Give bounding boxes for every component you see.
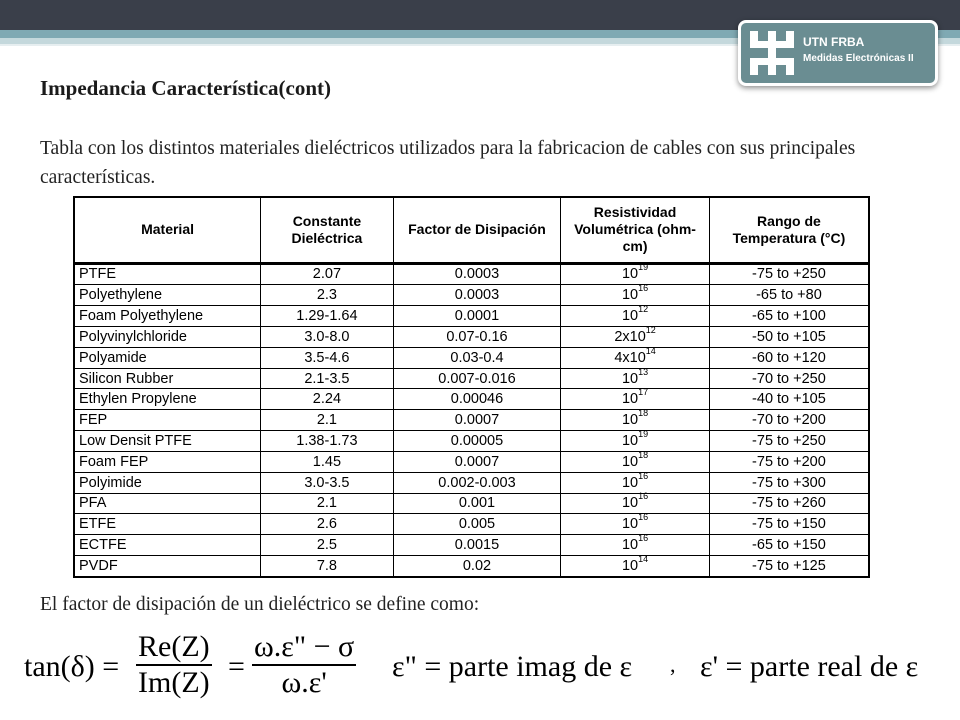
material-cell: PTFE (74, 263, 261, 285)
resistivity-exponent: 16 (638, 470, 649, 481)
temperature-cell: -50 to +105 (709, 327, 869, 348)
formula-def-imag: ε" = parte imag de ε (392, 650, 633, 683)
table-row (74, 347, 869, 368)
dielectric-cell: 2.1-3.5 (261, 368, 394, 389)
resistivity-cell (561, 535, 710, 556)
resistivity-base: 10 (621, 557, 639, 574)
resistivity-exponent: 12 (638, 304, 649, 315)
resistivity-base: 2x10 (614, 328, 646, 345)
table-row (74, 263, 869, 285)
dielectric-cell: 1.38-1.73 (261, 431, 394, 452)
material-cell: Polyimide (74, 472, 261, 493)
col-header-resistivity: Resistividad Volumétrica (ohm-cm) (561, 197, 710, 263)
dissipation-cell: 0.0015 (393, 535, 560, 556)
resistivity-cell (561, 431, 710, 452)
resistivity-base: 10 (621, 266, 639, 283)
temperature-cell: -75 to +260 (709, 493, 869, 514)
table-row (74, 472, 869, 493)
closing-text: El factor de disipación de un dieléctrico se define como: (40, 594, 480, 615)
dissipation-cell: 0.002-0.003 (393, 472, 560, 493)
dielectric-cell: 1.29-1.64 (261, 306, 394, 327)
dissipation-formula (24, 626, 944, 710)
temperature-cell: -75 to +150 (709, 514, 869, 535)
dissipation-cell: 0.02 (393, 555, 560, 577)
resistivity-cell (561, 324, 710, 348)
dissipation-cell: 0.0007 (393, 451, 560, 472)
resistivity-cell (561, 514, 710, 535)
temperature-cell: -75 to +125 (709, 555, 869, 577)
materials-table (73, 196, 870, 578)
resistivity-base: 10 (621, 453, 639, 470)
table-row (74, 389, 869, 410)
table-body (74, 263, 869, 577)
resistivity-base: 10 (621, 537, 639, 554)
resistivity-exponent: 16 (638, 283, 649, 294)
resistivity-exponent: 18 (638, 449, 649, 460)
resistivity-cell (561, 368, 710, 389)
dissipation-cell: 0.007-0.016 (393, 368, 560, 389)
formula-fraction-epsilon (252, 630, 356, 700)
resistivity-cell (561, 389, 710, 410)
temperature-cell: -70 to +200 (709, 410, 869, 431)
formula-frac1-numerator: Re(Z) (138, 630, 210, 663)
resistivity-cell (561, 347, 710, 368)
dissipation-cell: 0.00005 (393, 431, 560, 452)
dielectric-cell: 2.24 (261, 389, 394, 410)
col-header-material: Material (74, 197, 261, 263)
table-row (74, 431, 869, 452)
resistivity-cell (561, 285, 710, 306)
formula-frac1-denominator: Im(Z) (138, 666, 210, 699)
temperature-cell: -70 to +250 (709, 368, 869, 389)
resistivity-exponent: 16 (638, 533, 649, 544)
dissipation-cell: 0.0003 (393, 263, 560, 285)
table-row (74, 514, 869, 535)
resistivity-exponent: 14 (638, 553, 649, 564)
material-cell: Polyvinylchloride (74, 327, 261, 348)
formula-equals: = (228, 650, 245, 683)
resistivity-exponent: 13 (638, 366, 649, 377)
table-row (74, 306, 869, 327)
resistivity-cell (561, 306, 710, 327)
temperature-cell: -75 to +200 (709, 451, 869, 472)
material-cell: Polyamide (74, 347, 261, 368)
material-cell: Silicon Rubber (74, 368, 261, 389)
resistivity-cell (561, 263, 710, 285)
utn-logo-badge (738, 20, 938, 86)
resistivity-base: 10 (621, 287, 639, 304)
col-header-dielectric: Constante Dieléctrica (261, 197, 394, 263)
resistivity-base: 10 (621, 474, 639, 491)
temperature-cell: -60 to +120 (709, 347, 869, 368)
table-row (74, 410, 869, 431)
dielectric-cell: 2.6 (261, 514, 394, 535)
dielectric-cell: 3.0-8.0 (261, 327, 394, 348)
table-header-row (74, 197, 869, 263)
resistivity-base: 10 (621, 516, 639, 533)
resistivity-exponent: 18 (638, 408, 649, 419)
resistivity-exponent: 16 (638, 512, 649, 523)
formula-fraction-re-im (136, 630, 212, 700)
temperature-cell: -75 to +250 (709, 263, 869, 285)
resistivity-cell (561, 472, 710, 493)
resistivity-base: 4x10 (614, 349, 646, 366)
material-cell: PVDF (74, 555, 261, 577)
material-cell: Low Densit PTFE (74, 431, 261, 452)
formula-def-real: ε' = parte real de ε (700, 650, 919, 683)
resistivity-exponent: 19 (638, 262, 649, 273)
material-cell: ETFE (74, 514, 261, 535)
temperature-cell: -40 to +105 (709, 389, 869, 410)
temperature-cell: -75 to +250 (709, 431, 869, 452)
material-cell: PFA (74, 493, 261, 514)
dissipation-cell: 0.07-0.16 (393, 327, 560, 348)
dissipation-cell: 0.0001 (393, 306, 560, 327)
resistivity-exponent: 17 (638, 387, 649, 398)
resistivity-exponent: 12 (645, 324, 656, 335)
intro-text: Tabla con los distintos materiales dieléctricos utilizados para la fabricacion de cables con sus principales características. (40, 138, 856, 188)
resistivity-base: 10 (621, 412, 639, 429)
materials-table-container (73, 196, 870, 578)
dissipation-cell: 0.03-0.4 (393, 347, 560, 368)
resistivity-exponent: 16 (638, 491, 649, 502)
temperature-cell: -65 to +80 (709, 285, 869, 306)
resistivity-cell (561, 451, 710, 472)
dissipation-cell: 0.00046 (393, 389, 560, 410)
material-cell: ECTFE (74, 535, 261, 556)
resistivity-cell (561, 493, 710, 514)
dielectric-cell: 7.8 (261, 555, 394, 577)
material-cell: Ethylen Propylene (74, 389, 261, 410)
resistivity-base: 10 (621, 495, 639, 512)
resistivity-base: 10 (621, 308, 639, 325)
material-cell: Foam Polyethylene (74, 306, 261, 327)
dielectric-cell: 2.07 (261, 263, 394, 285)
table-row (74, 368, 869, 389)
dissipation-cell: 0.0003 (393, 285, 560, 306)
logo-title: UTN FRBA (803, 35, 865, 49)
table-row (74, 451, 869, 472)
logo-subtitle: Medidas Electrónicas II (803, 53, 914, 64)
material-cell: Foam FEP (74, 451, 261, 472)
col-header-temperature: Rango de Temperatura (°C) (709, 197, 869, 263)
resistivity-exponent: 14 (645, 345, 656, 356)
table-row (74, 327, 869, 348)
formula-lhs: tan(δ) = (24, 650, 120, 683)
dielectric-cell: 2.3 (261, 285, 394, 306)
formula-frac2-denominator: ω.ε' (252, 664, 356, 700)
col-header-dissipation: Factor de Disipación (393, 197, 560, 263)
formula-separator: , (670, 652, 676, 677)
table-row (74, 555, 869, 577)
table-row (74, 285, 869, 306)
temperature-cell: -65 to +150 (709, 535, 869, 556)
resistivity-base: 10 (621, 433, 639, 449)
resistivity-cell (561, 410, 710, 431)
table-row (74, 493, 869, 514)
material-cell: FEP (74, 410, 261, 431)
resistivity-base: 10 (621, 370, 639, 387)
dielectric-cell: 2.1 (261, 493, 394, 514)
dissipation-cell: 0.001 (393, 493, 560, 514)
dissipation-cell: 0.005 (393, 514, 560, 535)
resistivity-base: 10 (621, 391, 639, 408)
dielectric-cell: 2.5 (261, 535, 394, 556)
dielectric-cell: 3.0-3.5 (261, 472, 394, 493)
slide-title: Impedancia Característica(cont) (40, 76, 332, 100)
dielectric-cell: 1.45 (261, 451, 394, 472)
dissipation-cell: 0.0007 (393, 410, 560, 431)
table-row (74, 535, 869, 556)
temperature-cell: -75 to +300 (709, 472, 869, 493)
resistivity-exponent: 19 (638, 429, 649, 439)
temperature-cell: -65 to +100 (709, 306, 869, 327)
formula-frac2-numerator: ω.ε" − σ (254, 630, 355, 663)
resistivity-cell (561, 555, 710, 577)
dielectric-cell: 3.5-4.6 (261, 347, 394, 368)
material-cell: Polyethylene (74, 285, 261, 306)
dielectric-cell: 2.1 (261, 410, 394, 431)
utn-logo-icon (747, 29, 797, 77)
